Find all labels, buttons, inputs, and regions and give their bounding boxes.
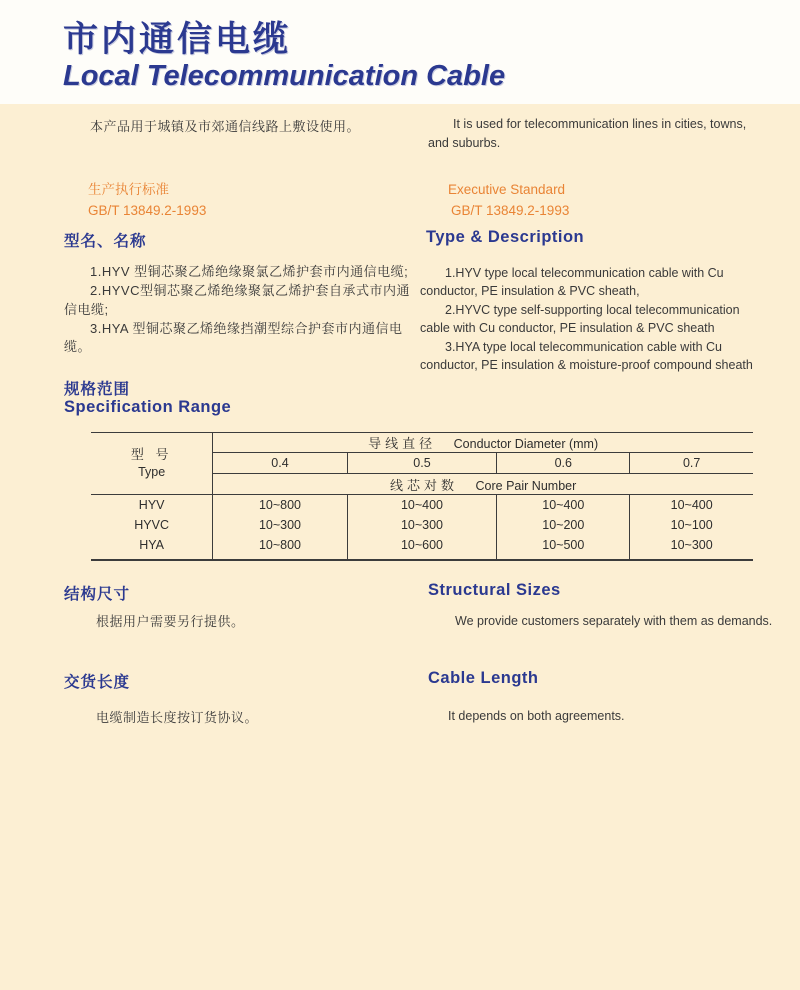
structural-heading-en: Structural Sizes (428, 581, 561, 599)
diameter-value: 0.5 (347, 453, 497, 474)
pair-range: 10~300 (347, 515, 497, 535)
pair-range: 10~400 (347, 495, 497, 516)
diameter-value: 0.7 (630, 453, 753, 474)
length-heading-en: Cable Length (428, 669, 539, 687)
type-item-en: 3.HYA type local telecommunication cable with Cu conductor, PE insulation & moisture-proof compound sheath (420, 339, 753, 372)
pair-range: 10~300 (213, 515, 347, 535)
table-header-diameter-zh: 导线直径 (368, 436, 437, 451)
page-title-en: Local Telecommunication Cable (63, 60, 506, 92)
page-title-zh: 市内通信电缆 (63, 20, 292, 59)
type-item-zh: 2.HYVC型铜芯聚乙烯绝缘聚氯乙烯护套自承式市内通信电缆; (64, 282, 410, 317)
pair-range: 10~600 (347, 535, 497, 560)
spec-section-heading-zh: 规格范围 (64, 381, 131, 398)
type-section-heading-en: Type & Description (426, 228, 585, 246)
table-header-core-pair (213, 474, 753, 495)
row-type: HYV (138, 498, 165, 512)
length-heading-zh: 交货长度 (64, 674, 131, 691)
table-row (91, 495, 753, 516)
pair-range: 10~100 (630, 515, 753, 535)
standard-label-en: Executive Standard (448, 182, 566, 197)
length-text-en: It depends on both agreements. (448, 709, 625, 723)
structural-text-en: We provide customers separately with them as demands. (455, 614, 773, 628)
standard-value-zh: GB/T 13849.2-1993 (88, 202, 207, 218)
type-item-en: 2.HYVC type self-supporting local telecommunication cable with Cu conductor, PE insulation & PVC sheath (420, 302, 740, 336)
specification-table (91, 432, 753, 561)
type-item-en: 1.HYV type local telecommunication cable with Cu conductor, PE insulation & PVC sheath, (420, 266, 724, 299)
diameter-value: 0.6 (497, 453, 630, 474)
row-type: HYA (139, 538, 165, 552)
table-header-type-zh: 型 号 (130, 447, 173, 463)
table-header-type (91, 433, 213, 495)
spec-section-heading-en: Specification Range (64, 398, 232, 416)
table-row (91, 535, 753, 560)
pair-range: 10~800 (213, 495, 347, 516)
pair-range: 10~400 (497, 495, 630, 516)
pair-range: 10~200 (497, 515, 630, 535)
structural-text-zh: 根据用户需要另行提供。 (96, 614, 245, 629)
table-header-core-pair-en: Core Pair Number (475, 478, 577, 493)
table-header-diameter-en: Conductor Diameter (mm) (453, 437, 599, 451)
standard-block-zh (88, 180, 206, 222)
standard-block-en (448, 180, 569, 222)
table-header-type-en: Type (138, 465, 166, 479)
type-list-zh (64, 263, 414, 357)
type-list-en (420, 264, 762, 374)
pair-range: 10~500 (497, 535, 630, 560)
pair-range: 10~800 (213, 535, 347, 560)
table-header-diameter (213, 433, 753, 453)
intro-text-zh: 本产品用于城镇及市郊通信线路上敷设使用。 (90, 119, 361, 134)
row-type: HYVC (134, 518, 170, 532)
type-item-zh: 1.HYV 型铜芯聚乙烯绝缘聚氯乙烯护套市内通信电缆; (90, 264, 409, 279)
intro-text-en: It is used for telecommunication lines in cities, towns, and suburbs. (428, 117, 747, 150)
page-header (0, 0, 800, 104)
pair-range: 10~300 (630, 535, 753, 560)
standard-label-zh: 生产执行标准 (88, 182, 169, 197)
table-row (91, 515, 753, 535)
table-header-core-pair-zh: 线芯对数 (390, 477, 459, 493)
structural-heading-zh: 结构尺寸 (64, 586, 131, 603)
type-section-heading-zh: 型名、名称 (64, 233, 147, 250)
pair-range: 10~400 (630, 495, 753, 516)
length-text-zh: 电缆制造长度按订货协议。 (96, 710, 259, 725)
diameter-value: 0.4 (213, 453, 347, 474)
type-item-zh: 3.HYA 型铜芯聚乙烯绝缘挡潮型综合护套市内通信电缆。 (64, 320, 403, 355)
standard-value-en: GB/T 13849.2-1993 (451, 202, 570, 218)
